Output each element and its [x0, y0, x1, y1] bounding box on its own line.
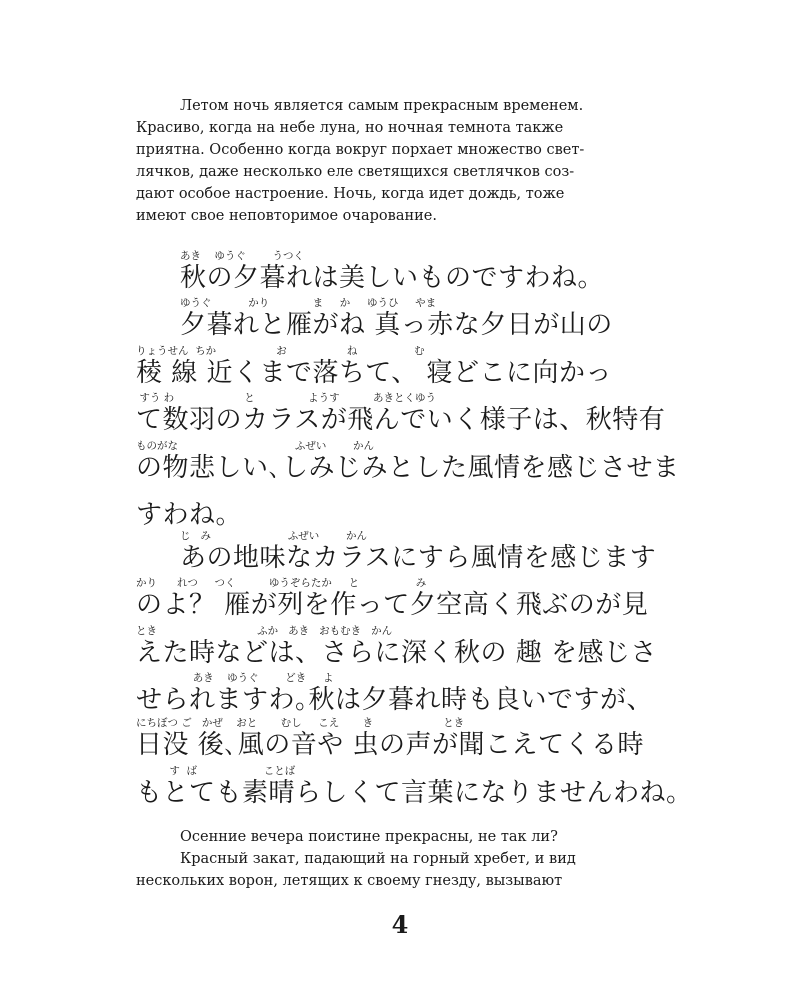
japanese-text: て数羽のカラスが飛んでいく様子は、秋特有	[136, 405, 666, 435]
furigana: あき ゆうぐ うつく	[180, 250, 305, 262]
furigana: じ み ふぜい かん	[180, 530, 367, 542]
japanese-line	[136, 487, 242, 531]
japanese-text: 秋の夕暮れは美しいものですわね。	[180, 263, 605, 293]
japanese-text: 稜 線 近くまで落ちて、 寝どこに向かっ	[136, 358, 613, 388]
japanese-line	[136, 392, 665, 436]
text-line: Осенние вечера поистине прекрасны, не так ли?	[180, 829, 558, 845]
japanese-line	[136, 530, 656, 574]
japanese-line	[136, 717, 644, 761]
japanese-text: もとても素晴らしくて言葉になりませんわね。	[136, 778, 693, 808]
text-line: Красный закат, падающий на горный хребет, и вид	[180, 851, 576, 867]
page-number: 4	[391, 910, 409, 939]
japanese-line	[136, 625, 657, 669]
japanese-text: すわね。	[136, 500, 243, 530]
japanese-line	[136, 297, 613, 341]
russian-paragraph-top	[136, 95, 696, 227]
furigana: りょうせん ちか お ね む	[136, 345, 425, 357]
furigana: すう わ と ようす あきとくゆう	[136, 392, 437, 404]
japanese-text: 日没 後､風の音や 虫の声が聞こえてくる時	[136, 730, 645, 760]
text-line: имеют свое неповторимое очарование.	[136, 208, 437, 224]
japanese-text: の物悲しい､しみじみとした風情を感じさせま	[136, 453, 680, 483]
russian-paragraph-bottom	[136, 826, 696, 892]
japanese-line	[136, 577, 648, 621]
furigana: ものがな ふぜい かん	[136, 440, 375, 452]
text-line: нескольких ворон, летящих к своему гнезду, вызывают	[136, 873, 563, 889]
japanese-text: のよ？ 雁が列を作って夕空高く飛ぶのが見	[136, 590, 649, 620]
furigana	[136, 487, 242, 499]
japanese-text: えた時などは、さらに深く秋の 趣 を感じさ	[136, 638, 658, 668]
japanese-text: せられますわ｡秋は夕暮れ時も良いですが、	[136, 685, 654, 715]
furigana: とき ふか あき おもむき かん	[136, 625, 393, 637]
furigana: す ば ことば	[136, 765, 296, 777]
furigana: かり れつ つく ゆうぞらたか と み	[136, 577, 427, 589]
japanese-line	[136, 440, 680, 484]
japanese-line	[136, 672, 653, 716]
text-line: дают особое настроение. Ночь, когда идет дождь, тоже	[136, 186, 565, 202]
japanese-text: 夕暮れと雁がね 真っ赤な夕日が山の	[180, 310, 613, 340]
furigana: あき ゆうぐ どき よ	[136, 672, 334, 684]
text-line: приятна. Особенно когда вокруг порхает множество свет-	[136, 142, 585, 158]
japanese-line	[136, 345, 612, 389]
furigana: ゆうぐ かり ま か ゆうひ やま	[180, 297, 437, 309]
japanese-line	[136, 765, 693, 809]
text-line: Летом ночь является самым прекрасным временем.	[180, 98, 584, 114]
japanese-line	[136, 250, 604, 294]
text-line: Красиво, когда на небе луна, но ночная темнота также	[136, 120, 564, 136]
text-line: лячков, даже несколько еле светящихся светлячков соз-	[136, 164, 575, 180]
japanese-text: あの地味なカラスにすら風情を感じます	[180, 543, 657, 573]
furigana: にちぼつ ご かぜ おと むし こえ き とき	[136, 717, 465, 729]
